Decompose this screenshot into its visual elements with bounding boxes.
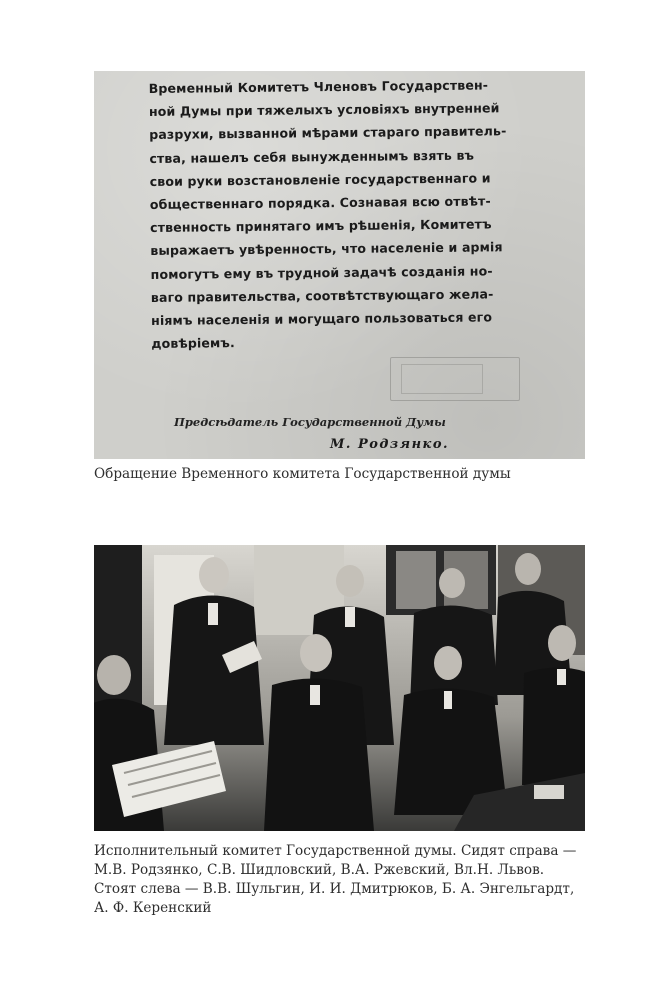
signature-name: М. Родзянко.	[330, 437, 450, 452]
group-photo	[94, 545, 585, 831]
proclamation-line: ства, нашелъ себя вынужденнымъ взять въ	[149, 147, 475, 166]
caption-line: А. Ф. Керенский	[94, 900, 212, 916]
caption-line: Стоят слева — В.В. Шульгин, И. И. Дмитрюков, Б. А. Энгельгардт,	[94, 881, 575, 897]
proclamation-line: ной Думы при тяжелыхъ условіяхъ внутренней	[148, 100, 500, 120]
caption-line: М.В. Родзянко, С.В. Шидловский, В.А. Ржевский, Вл.Н. Львов.	[94, 862, 545, 878]
proclamation-line: Временный Комитетъ Членовъ Государствен-	[148, 77, 489, 96]
proclamation-line: общественнаго порядка. Сознавая всю отвѣт-	[149, 193, 491, 213]
proclamation-line: выражаетъ увѣренность, что населеніе и армія	[150, 239, 503, 259]
figure1-caption: Обращение Временного комитета Государственной думы	[94, 466, 511, 482]
proclamation-line: ваго правительства, соотвѣтствующаго жела-	[150, 286, 494, 305]
archive-stamp	[390, 357, 520, 401]
proclamation-line: ніямъ населенія и могущаго пользоваться его	[151, 309, 493, 329]
caption-line: Исполнительный комитет Государственной думы. Сидят справа —	[94, 843, 577, 859]
proclamation-image	[94, 71, 585, 459]
proclamation-line: свои руки возстановленіе государственнаго и	[149, 170, 491, 189]
proclamation-line: помогутъ ему въ трудной задачѣ созданія но-	[150, 263, 493, 282]
proclamation-line: разрухи, вызванной мѣрами стараго правитель-	[149, 123, 507, 143]
signature-role: Предсѣдатель Государственной Думы	[174, 415, 446, 429]
proclamation-text	[149, 73, 532, 355]
proclamation-line: довѣріемъ.	[151, 335, 235, 352]
figure2-caption	[94, 842, 614, 918]
proclamation-line: ственность принятаго имъ рѣшенія, Комитетъ	[150, 216, 492, 236]
